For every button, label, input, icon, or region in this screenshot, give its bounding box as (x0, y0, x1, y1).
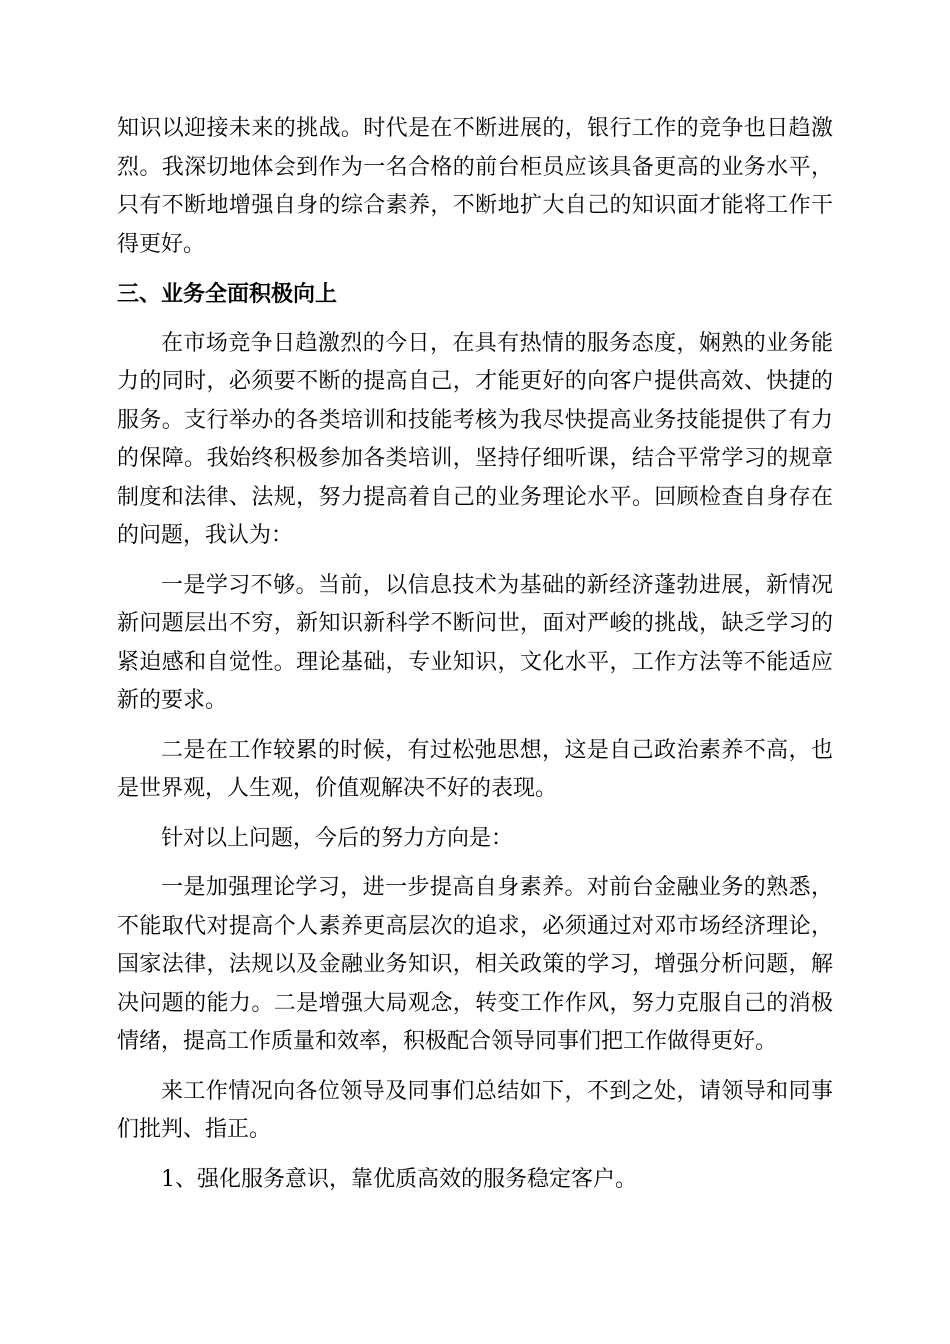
paragraph-continuation: 知识以迎接未来的挑战。时代是在不断进展的，银行工作的竞争也日趋激烈。我深切地体会到作为一名合格的前台柜员应该具备更高的业务水平，只有不断地增强自身的综合素养，不断地扩大自己的知识面才能将工作干得更好。 (117, 116, 833, 257)
section-heading: 三、业务全面积极向上 (117, 281, 338, 307)
document-body (117, 110, 833, 1210)
paragraph: 来工作情况向各位领导及同事们总结如下，不到之处，请领导和同事们批判、指正。 (117, 1078, 833, 1142)
paragraph: 在市场竞争日趋激烈的今日，在具有热情的服务态度，娴熟的业务能力的同时，必须要不断的提高自己，才能更好的向客户提供高效、快捷的服务。支行举办的各类培训和技能考核为我尽快提高业务技能提供了有力的保障。我始终积极参加各类培训，坚持仔细听课，结合平常学习的规章制度和法律、法规，努力提高着自己的业务理论水平。回顾检查自身存在的问题，我认为： (117, 330, 833, 548)
paragraph: 一是学习不够。当前，以信息技术为基础的新经济蓬勃进展，新情况新问题层出不穷，新知识新科学不断问世，面对严峻的挑战，缺乏学习的紧迫感和自觉性。理论基础，专业知识，文化水平，工作方法等不能适应新的要求。 (117, 572, 833, 713)
list-item: 1、强化服务意识，靠优质高效的服务稳定客户。 (161, 1166, 637, 1192)
paragraph: 二是在工作较累的时候，有过松弛思想，这是自己政治素养不高，也是世界观，人生观，价值观解决不好的表现。 (117, 737, 833, 801)
paragraph: 针对以上问题，今后的努力方向是： (161, 825, 514, 851)
paragraph: 一是加强理论学习，进一步提高自身素养。对前台金融业务的熟悉，不能取代对提高个人素养更高层次的追求，必须通过对邓市场经济理论，国家法律，法规以及金融业务知识，相关政策的学习，增强分析问题，解决问题的能力。二是增强大局观念，转变工作作风，努力克服自己的消极情绪，提高工作质量和效率，积极配合领导同事们把工作做得更好。 (117, 875, 833, 1054)
